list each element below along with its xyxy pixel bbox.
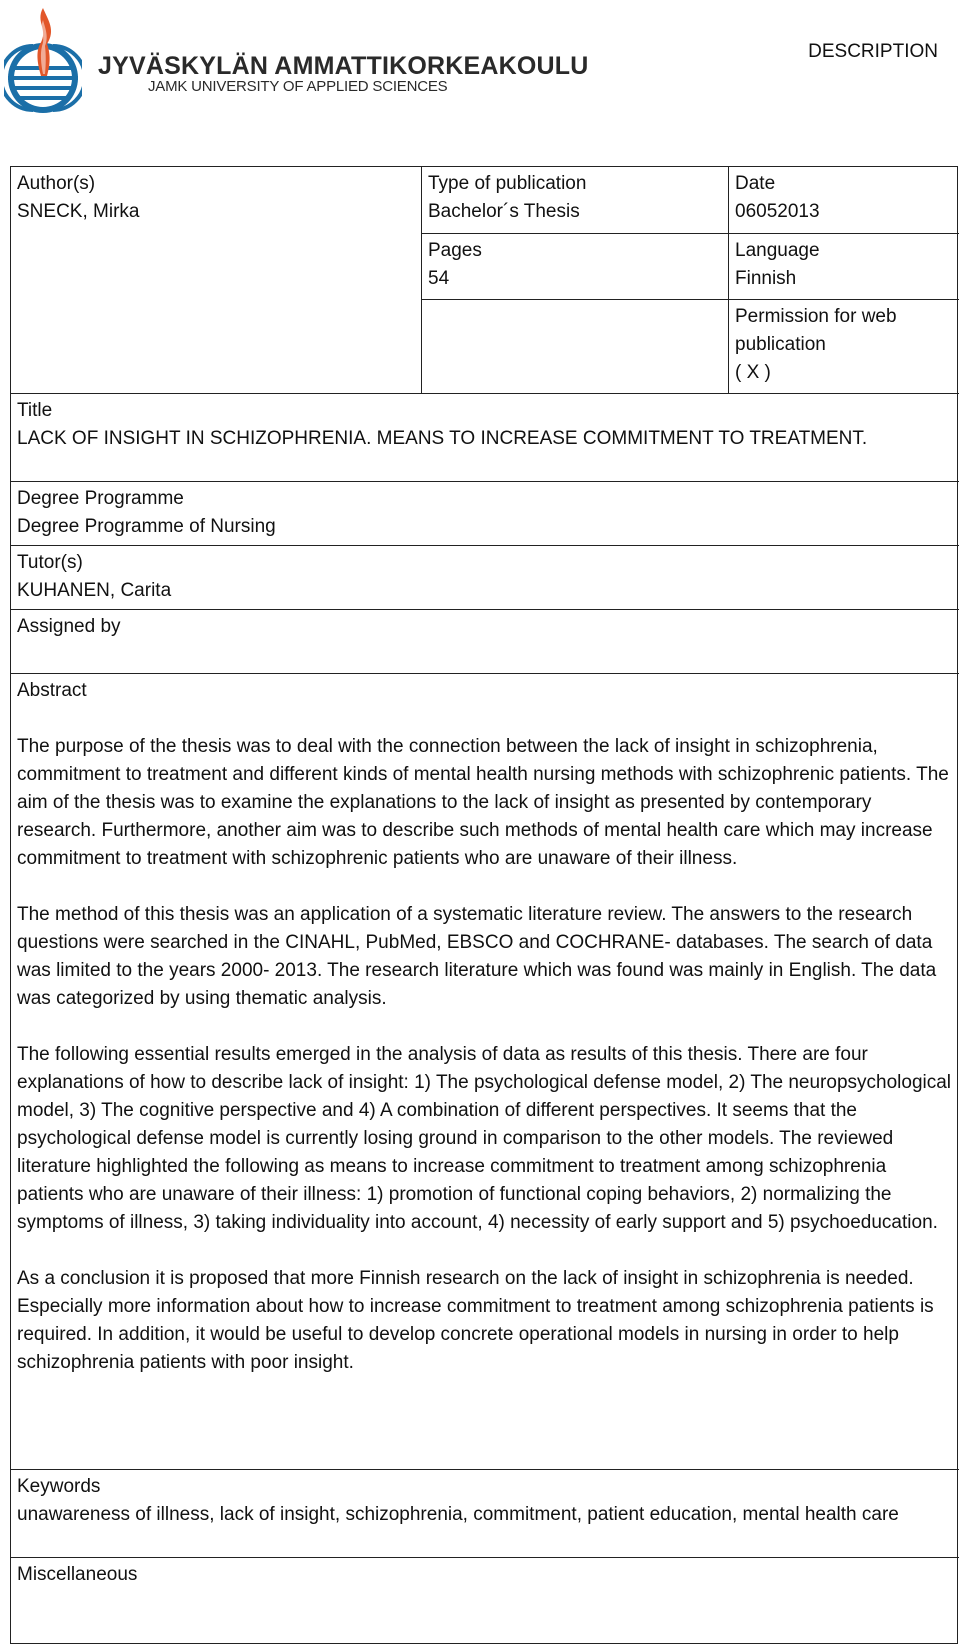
degree-cell [11,482,959,545]
date-label: Date [735,173,776,194]
jamk-flame-logo [4,6,82,116]
date-value: 06052013 [735,201,820,222]
abstract-text [17,733,951,1377]
abstract-label: Abstract [17,680,87,701]
authors-value: SNECK, Mirka [17,201,140,222]
keywords-value: unawareness of illness, lack of insight, schizophrenia, commitment, patient education, mental health care [17,1504,899,1525]
web-permission-checkbox: ( X ) [735,362,771,383]
publication-type-value: Bachelor´s Thesis [428,201,580,222]
authors-label: Author(s) [17,173,96,194]
abstract-paragraph: As a conclusion it is proposed that more Finnish research on the lack of insight in schizophrenia is needed. Especially more information about how to increase commitment to treatment among schizophrenia patients is required. In addition, it would be useful to develop concrete operational models in nursing in order to help schizophrenia patients with poor insight. [17,1268,934,1373]
pages-cell [422,234,728,299]
miscellaneous-label: Miscellaneous [17,1564,138,1585]
language-label: Language [735,240,820,261]
publication-type-label: Type of publication [428,173,587,194]
thesis-title: LACK OF INSIGHT IN SCHIZOPHRENIA. MEANS TO INCREASE COMMITMENT TO TREATMENT. [17,428,868,449]
keywords-label: Keywords [17,1476,101,1497]
date-cell [729,167,959,233]
web-permission-label-cont: publication [735,334,826,355]
abstract-paragraph: The purpose of the thesis was to deal with the connection between the lack of insight in schizophrenia, commitment to treatment and different kinds of mental health nursing methods with schizophrenic patients. The aim of the thesis was to examine the explanations to the lack of insight as presented by contemporary research. Furthermore, another aim was to describe such methods of mental health care which may increase commitment to treatment with schizophrenic patients who are unaware of their illness. [17,736,949,869]
title-cell [11,394,959,481]
tutor-value: KUHANEN, Carita [17,580,172,601]
authors-cell [11,167,421,393]
keywords-cell [11,1470,959,1557]
organization-subtitle: JAMK UNIVERSITY OF APPLIED SCIENCES [148,78,448,95]
description-form [10,166,958,1644]
abstract-paragraph: The method of this thesis was an application of a systematic literature review. The answers to the research questions were searched in the CINAHL, PubMed, EBSCO and COCHRANE- databases. The search of data was limited to the years 2000- 2013. The research literature which was found was mainly in English. The data was categorized by using thematic analysis. [17,904,937,1009]
pages-label: Pages [428,240,482,261]
document-type: DESCRIPTION [808,41,938,62]
abstract-cell [11,674,959,1469]
web-permission-cell [729,300,959,393]
title-label: Title [17,400,53,421]
assigned-by-cell [11,610,959,673]
publication-type-cell [422,167,728,233]
empty-cell [422,300,728,393]
degree-label: Degree Programme [17,488,184,509]
abstract-paragraph: The following essential results emerged in the analysis of data as results of this thesis. There are four explanations of how to describe lack of insight: 1) The psychological defense model, 2) The neuropsychological model, 3) The cognitive perspective and 4) A combination of different perspectives. It seems that the psychological defense model is currently losing ground in comparison to the other models. The reviewed literature highlighted the following as means to increase commitment to treatment among schizophrenia patients who are unaware of their illness: 1) promotion of functional coping behaviors, 2) normalizing the symptoms of illness, 3) taking individuality into account, 4) necessity of early support and 5) psychoeducation. [17,1044,952,1233]
miscellaneous-cell [11,1558,959,1643]
tutor-cell [11,546,959,609]
organization-name: JYVÄSKYLÄN AMMATTIKORKEAKOULU [98,52,589,80]
language-cell [729,234,959,299]
page-header [0,0,960,130]
pages-value: 54 [428,268,450,289]
language-value: Finnish [735,268,797,289]
web-permission-label: Permission for web [735,306,897,327]
tutor-label: Tutor(s) [17,552,83,573]
degree-value: Degree Programme of Nursing [17,516,276,537]
assigned-by-label: Assigned by [17,616,121,637]
